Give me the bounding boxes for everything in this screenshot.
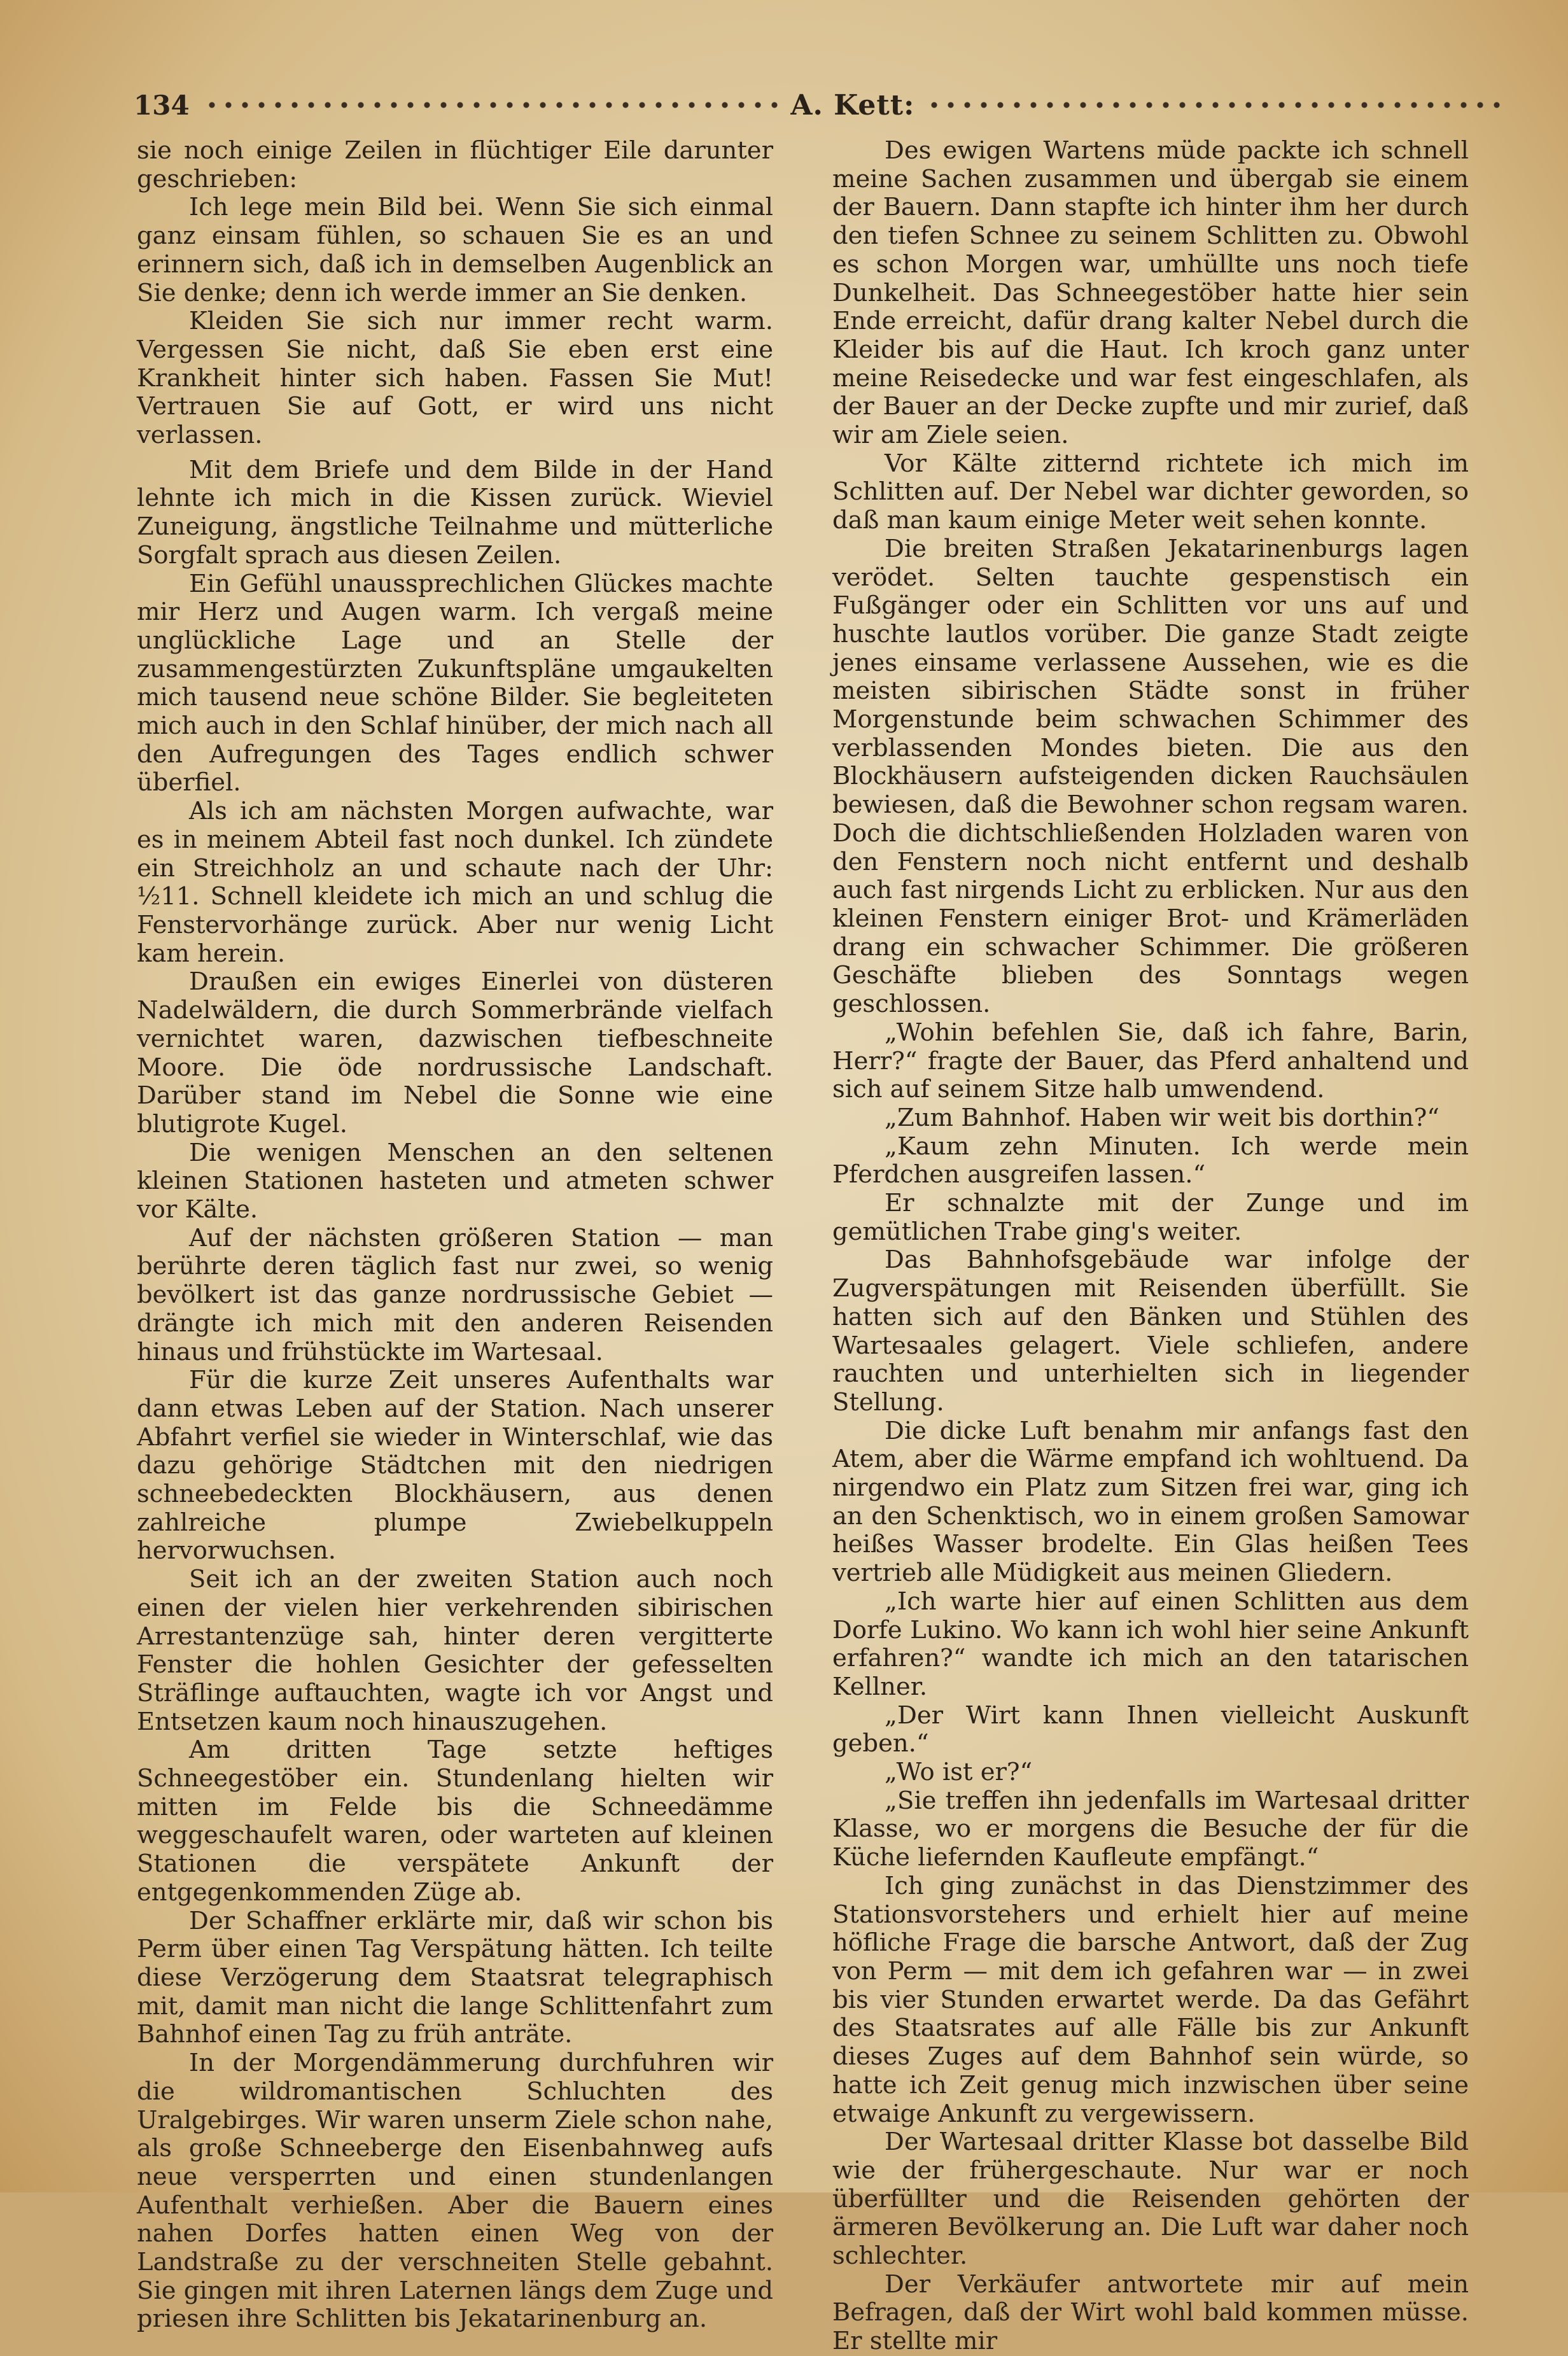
paragraph: Ein Gefühl unaussprechlichen Glückes machte mir Herz und Augen warm. Ich vergaß meine unglückliche Lage und an Stelle der zusammengestürzten Zukunftspläne umgaukelten mich tausend neue schöne Bilder. Sie begleiteten mich auch in den Schlaf hinüber, der mich nach all den Aufregungen des Tages endlich schwer überfiel. — [137, 569, 773, 797]
paragraph: In der Morgendämmerung durchfuhren wir die wildromantischen Schluchten des Uralgebirges. Wir waren unserm Ziele schon nahe, als große Schneeberge den Eisenbahnweg aufs neue versperrten und einen stundenlangen Aufenthalt verhießen. Aber die Bauern eines nahen Dorfes hatten einen Weg von der Landstraße zu der verschneiten Stelle gebahnt. Sie gingen mit ihren Laternen längs dem Zuge und priesen ihre Schlitten bis Jekatarinenburg an. — [137, 2049, 773, 2334]
paragraph: Für die kurze Zeit unseres Aufenthalts war dann etwas Leben auf der Station. Nach unserer Abfahrt verfiel sie wieder in Winterschlaf, wie das dazu gehörige Städtchen mit den niedrigen schneebedeckten Blockhäusern, aus denen zahlreiche plumpe Zwiebelkuppeln hervorwuchsen. — [137, 1366, 773, 1566]
paragraph: „Ich warte hier auf einen Schlitten aus dem Dorfe Lukino. Wo kann ich wohl hier seine Ankunft erfahren?“ wandte ich mich an den tatarischen Kellner. — [832, 1587, 1469, 1701]
paragraph: „Der Wirt kann Ihnen vielleicht Auskunft geben.“ — [832, 1700, 1469, 1758]
paragraph: Seit ich an der zweiten Station auch noch einen der vielen hier verkehrenden sibirischen Arrestantenzüge sah, hinter deren vergitterte Fenster die hohlen Gesichter der gefesselten Sträflinge auftauchten, wagte ich vor Angst und Entsetzen kaum noch hinauszugehen. — [137, 1565, 773, 1736]
paragraph: Der Verkäufer antwortete mir auf mein Befragen, daß der Wirt wohl bald kommen müsse. Er stellte mir — [832, 2269, 1469, 2356]
paragraph: „Sie treffen ihn jedenfalls im Wartesaal dritter Klasse, wo er morgens die Besuche der für die Küche liefernden Kaufleute empfängt.“ — [832, 1786, 1469, 1872]
paragraph: „Kaum zehn Minuten. Ich werde mein Pferdchen ausgreifen lassen.“ — [832, 1132, 1469, 1189]
paragraph: Der Wartesaal dritter Klasse bot dasselbe Bild wie der frühergeschaute. Nur war er noch überfüllter und die Reisenden gehörten der ärmeren Bevölkerung an. Die Luft war daher noch schlechter. — [832, 2128, 1469, 2271]
paragraph: Am dritten Tage setzte heftiges Schneegestöber ein. Stundenlang hielten wir mitten im Felde bis die Schneedämme weggeschaufelt waren, oder warteten auf kleinen Stationen die verspätete Ankunft der entgegenkommenden Züge ab. — [137, 1735, 773, 1907]
paragraph: „Wohin befehlen Sie, daß ich fahre, Barin, Herr?“ fragte der Bauer, das Pferd anhaltend und sich auf seinem Sitze halb umwendend. — [832, 1018, 1469, 1104]
paragraph: Die wenigen Menschen an den seltenen kleinen Stationen hasteten und atmeten schwer vor Kälte. — [137, 1138, 773, 1224]
paragraph: sie noch einige Zeilen in flüchtiger Eile darunter geschrieben: — [137, 136, 773, 193]
running-head: A. Kett: — [790, 88, 915, 122]
paragraph: Der Schaffner erklärte mir, daß wir schon bis Perm über einen Tag Verspätung hätten. Ich teilte diese Verzögerung dem Staatsrat telegraphisch mit, damit man nicht die lange Schlittenfahrt zum Bahnhof einen Tag zu früh anträte. — [137, 1906, 773, 2049]
letter-paragraph: Ich lege mein Bild bei. Wenn Sie sich einmal ganz einsam fühlen, so schauen Sie es an und erinnern sich, daß ich in demselben Augenblick an Sie denke; denn ich werde immer an Sie denken. — [137, 193, 773, 307]
page-header — [134, 86, 1502, 124]
paragraph: Mit dem Briefe und dem Bilde in der Hand lehnte ich mich in die Kissen zurück. Wieviel Zuneigung, ängstliche Teilnahme und mütterliche Sorgfalt sprach aus diesen Zeilen. — [137, 455, 773, 570]
paragraph: „Wo ist er?“ — [885, 1758, 1033, 1787]
paragraph: Vor Kälte zitternd richtete ich mich im Schlitten auf. Der Nebel war dichter geworden, so daß man kaum einige Meter weit sehen konnte. — [832, 449, 1469, 535]
paragraph: Die breiten Straßen Jekatarinenburgs lagen verödet. Selten tauchte gespenstisch ein Fußgänger oder ein Schlitten vor uns auf und huschte lautlos vorüber. Die ganze Stadt zeigte jenes einsame verlassene Aussehen, wie es die meisten sibirischen Städte sonst in früher Morgenstunde beim schwachen Schimmer des verblassenden Mondes bieten. Die aus den Blockhäusern aufsteigenden dicken Rauchsäulen bewiesen, daß die Bewohner schon regsam waren. Doch die dichtschließenden Holzladen waren von den Fenstern noch nicht entfernt und deshalb auch fast nirgends Licht zu erblicken. Nur aus den kleinen Fenstern einiger Brot- und Krämerläden drang ein schwacher Schimmer. Die größeren Geschäfte blieben des Sonntags wegen geschlossen. — [832, 534, 1469, 1019]
paragraph: Das Bahnhofsgebäude war infolge der Zugverspätungen mit Reisenden überfüllt. Sie hatten sich auf den Bänken und Stühlen des Wartesaales gelagert. Viele schliefen, andere rauchten und unterhielten sich in liegender Stellung. — [832, 1245, 1469, 1417]
ornament-rule-left — [204, 101, 780, 109]
paragraph: Ich ging zunächst in das Dienstzimmer des Stationsvorstehers und erhielt hier auf meine höfliche Frage die barsche Antwort, daß der Zug von Perm — mit dem ich gefahren war — in zwei bis vier Stunden erwartet werde. Da das Gefährt des Staatsrates auf alle Fälle bis zur Ankunft dieses Zuges auf dem Bahnhof sein würde, so hatte ich Zeit genug mich inzwischen über seine etwaige Ankunft zu vergewissern. — [832, 1871, 1469, 2128]
left-column — [137, 137, 773, 2334]
paragraph: Auf der nächsten größeren Station — man berührte deren täglich fast nur zwei, so wenig bevölkert ist das ganze nordrussische Gebiet — drängte ich mich mit den anderen Reisenden hinaus und frühstückte im Wartesaal. — [137, 1223, 773, 1366]
paragraph: Er schnalzte mit der Zunge und im gemütlichen Trabe ging's weiter. — [832, 1189, 1469, 1246]
paragraph: Draußen ein ewiges Einerlei von düsteren Nadelwäldern, die durch Sommerbrände vielfach vernichtet waren, dazwischen tiefbeschneite Moore. Die öde nordrussische Landschaft. Darüber stand im Nebel die Sonne wie eine blutigrote Kugel. — [137, 967, 773, 1139]
paragraph: Des ewigen Wartens müde packte ich schnell meine Sachen zusammen und übergab sie einem der Bauern. Dann stapfte ich hinter ihm her durch den tiefen Schnee zu seinem Schlitten zu. Obwohl es schon Morgen war, umhüllte uns noch tiefe Dunkelheit. Das Schneegestöber hatte hier sein Ende erreicht, dafür drang kalter Nebel durch die Kleider bis auf die Haut. Ich kroch ganz unter meine Reisedecke und war fest eingeschlafen, als der Bauer an der Decke zupfte und mir zurief, daß wir am Ziele seien. — [832, 136, 1469, 450]
paragraph: „Zum Bahnhof. Haben wir weit bis dorthin?“ — [885, 1103, 1439, 1132]
right-column — [832, 137, 1469, 2356]
ornament-rule-right — [926, 101, 1502, 109]
paragraph: Als ich am nächsten Morgen aufwachte, war es in meinem Abteil fast noch dunkel. Ich zündete ein Streichholz an und schaute nach der Uhr: ½11. Schnell kleidete ich mich an und schlug die Fenstervorhänge zurück. Aber nur wenig Licht kam herein. — [137, 797, 773, 968]
letter-paragraph: Kleiden Sie sich nur immer recht warm. Vergessen Sie nicht, daß Sie eben erst eine Krankheit hinter sich haben. Fassen Sie Mut! Vertrauen Sie auf Gott, er wird uns nicht verlassen. — [137, 307, 773, 450]
paragraph: Die dicke Luft benahm mir anfangs fast den Atem, aber die Wärme empfand ich wohltuend. Da nirgendwo ein Platz zum Sitzen frei war, ging ich an den Schenktisch, wo in einem großen Samowar heißes Wasser brodelte. Ein Glas heißen Tees vertrieb alle Müdigkeit aus meinen Gliedern. — [832, 1416, 1469, 1588]
page-number: 134 — [134, 89, 190, 121]
